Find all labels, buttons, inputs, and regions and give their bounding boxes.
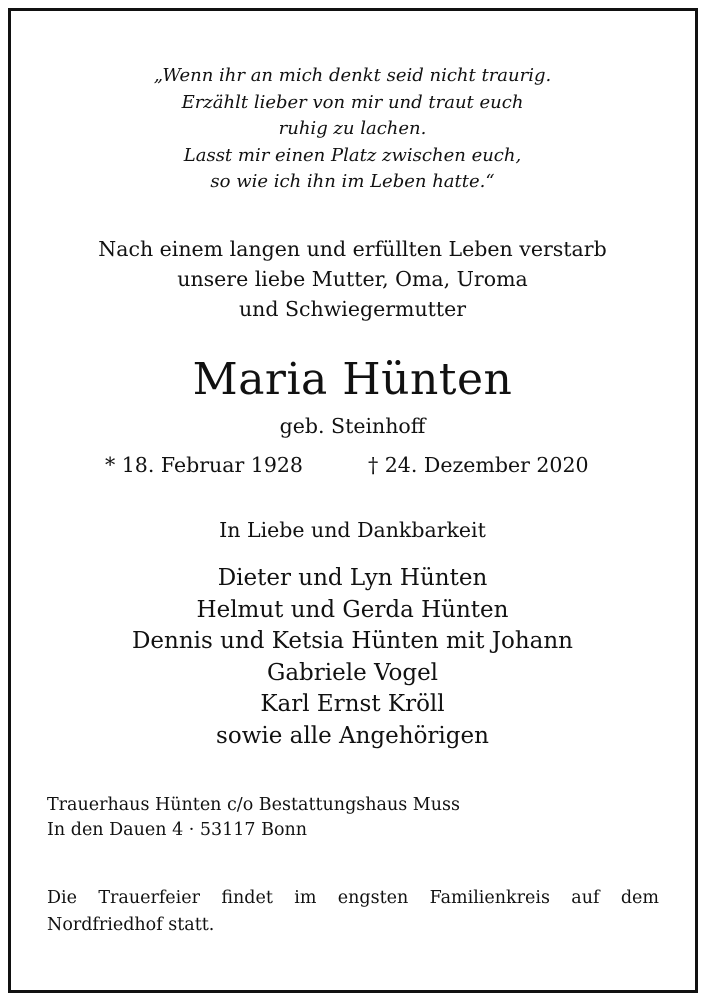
funeral-note	[47, 885, 659, 939]
deceased-name: Maria Hünten	[192, 354, 513, 405]
address-line: Trauerhaus Hünten c/o Bestattungshaus Muss	[47, 795, 460, 815]
announcement-line: Nach einem langen und erfüllten Leben verstarb	[98, 237, 607, 261]
poem-line: so wie ich ihn im Leben hatte.“	[210, 171, 495, 192]
funeral-note-text: Die Trauerfeier findet im engsten Familienkreis auf dem Nordfriedhof statt.	[47, 888, 659, 935]
mourner-entry: Helmut und Gerda Hünten	[196, 596, 509, 623]
mourner-entry: Dieter und Lyn Hünten	[217, 565, 488, 591]
dedication-line: In Liebe und Dankbarkeit	[219, 518, 486, 542]
life-dates	[0, 449, 705, 481]
mourner-entry: Dennis und Ketsia Hünten mit Johann	[131, 628, 573, 654]
mourning-house-address	[47, 793, 460, 843]
poem-line: „Wenn ihr an mich denkt seid nicht traurig.	[153, 65, 552, 86]
maiden-name: geb. Steinhoff	[279, 414, 426, 438]
poem-line: ruhig zu lachen.	[278, 118, 427, 139]
announcement-line: unsere liebe Mutter, Oma, Uroma	[177, 267, 528, 291]
announcement-line: und Schwiegermutter	[238, 297, 467, 321]
poem-line: Lasst mir einen Platz zwischen euch,	[183, 144, 522, 166]
mourner-entry: sowie alle Angehörigen	[216, 722, 489, 749]
death-date: † 24. Dezember 2020	[368, 453, 589, 477]
announcement-text	[0, 234, 705, 324]
address-line: In den Dauen 4 · 53117 Bonn	[47, 820, 308, 840]
mourner-entry: Karl Ernst Kröll	[260, 691, 445, 717]
mourners-list	[0, 563, 705, 752]
birth-date: * 18. Februar 1928	[105, 453, 303, 477]
mourner-entry: Gabriele Vogel	[266, 659, 439, 686]
poem-quote	[0, 63, 705, 196]
poem-line: Erzählt lieber von mir und traut euch	[181, 91, 524, 113]
